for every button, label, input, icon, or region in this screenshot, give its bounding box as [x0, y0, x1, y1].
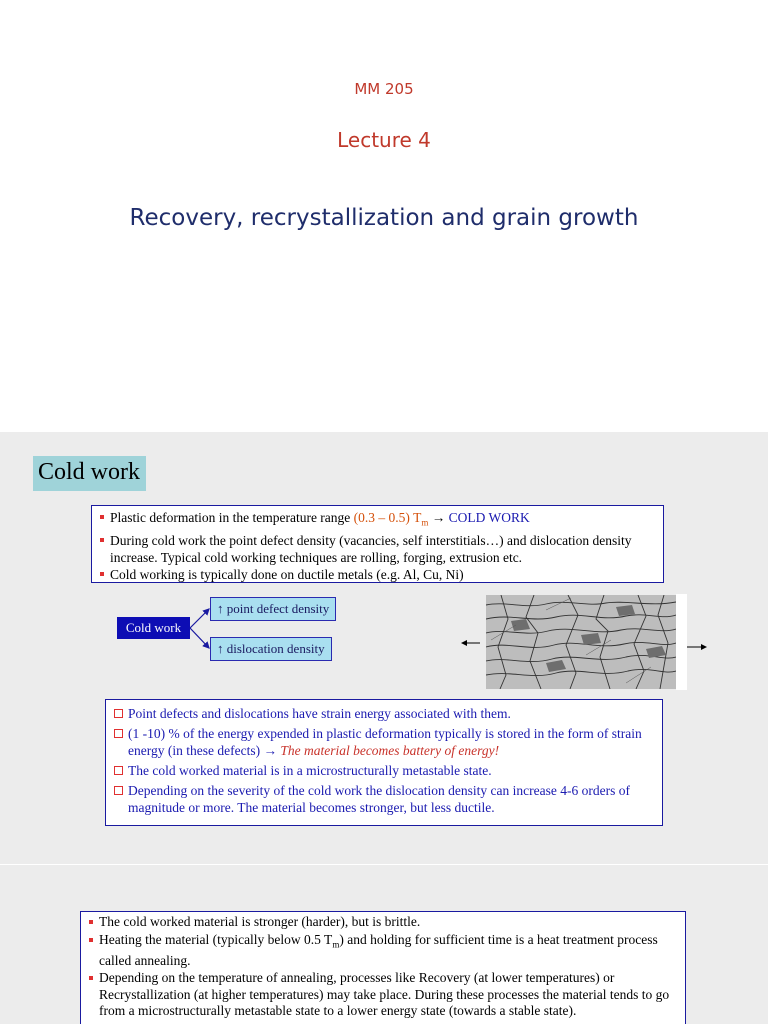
- temperature-range: (0.3 – 0.5): [353, 510, 410, 525]
- slide-heading: Cold work: [33, 456, 146, 491]
- cold-work-slide: [0, 432, 768, 865]
- arrow-to-point-defect: [190, 609, 209, 628]
- lecture-title: Recovery, recrystallization and grain growth: [129, 205, 639, 231]
- battery-of-energy-note: The material becomes battery of energy!: [280, 743, 500, 758]
- bullet-item: Heating the material (typically below 0.5 $T_m$) and holding for sufficient time is a heat treatment process called annealing.: [89, 932, 677, 970]
- bullet-item: The cold worked material is stronger (harder), but is brittle.: [89, 914, 677, 931]
- title-slide: [0, 0, 768, 432]
- dislocation-density-box: ↑ dislocation density: [210, 637, 332, 661]
- bullet-item: Plastic deformation in the temperature range (0.3 – 0.5) $T_m$ → COLD WORK: [100, 509, 657, 532]
- course-code: MM 205: [354, 80, 414, 98]
- list-item: The cold worked material is in a microstructurally metastable state.: [114, 762, 654, 779]
- arrow-icon: →: [431, 510, 446, 525]
- list-item: Depending on the severity of the cold work the dislocation density can increase 4-6 orders of magnitude or more. The material becomes stronger, but less ductile.: [114, 782, 654, 816]
- point-defect-density-box: ↑ point defect density: [210, 597, 336, 621]
- annealing-box: [80, 911, 686, 1024]
- list-item: Point defects and dislocations have strain energy associated with them.: [114, 705, 654, 722]
- bullet-item: During cold work the point defect density (vacancies, self interstitials…) and dislocation density increase. Typical cold working techniques are rolling, forging, extrusion etc.: [100, 532, 657, 566]
- lecture-number: Lecture 4: [337, 128, 431, 152]
- arrow-to-dislocation: [190, 628, 209, 648]
- annealing-slide: [0, 865, 768, 1024]
- strain-energy-box: [105, 699, 663, 826]
- cold-work-label: COLD WORK: [448, 510, 530, 525]
- list-item: (1 -10) % of the energy expended in plastic deformation typically is stored in the form of strain energy (in these defects) → The material becomes battery of energy!: [114, 725, 654, 759]
- cold-work-node: Cold work: [117, 617, 190, 639]
- bullet-item: Depending on the temperature of annealing, processes like Recovery (at lower temperatures) or Recrystallization (at higher temperatures) may take place. During these processes the material tends to go from a microstructurally metastable state to a lower energy state (towards a stable state).: [89, 970, 677, 1020]
- bullet-item: Cold working is typically done on ductile metals (e.g. Al, Cu, Ni): [100, 566, 657, 583]
- deformed-microstructure-image: [486, 595, 676, 689]
